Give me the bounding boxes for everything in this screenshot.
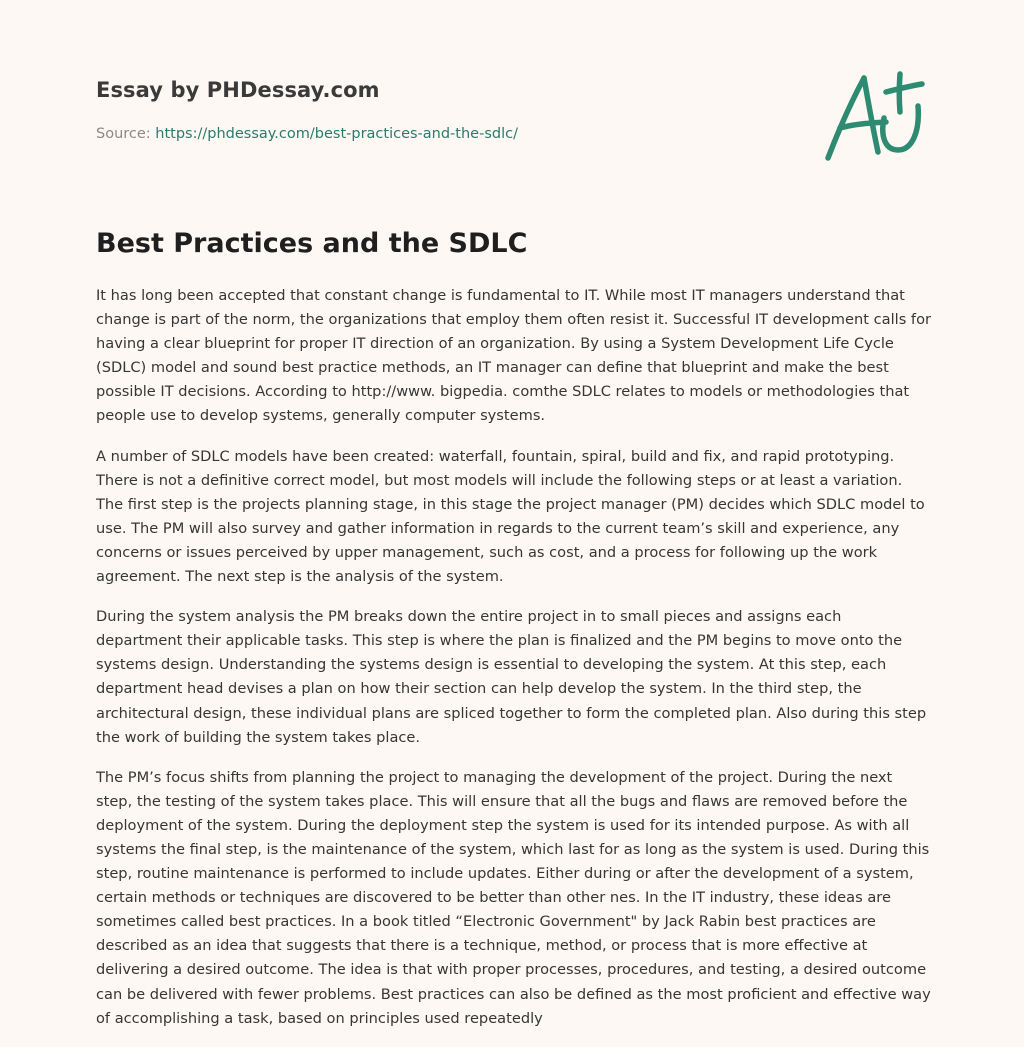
essay-title: Best Practices and the SDLC bbox=[96, 228, 528, 259]
essay-body bbox=[96, 284, 932, 1047]
site-title: Essay by PHDessay.com bbox=[96, 78, 380, 102]
essay-paragraph: It has long been accepted that constant change is fundamental to IT. While most IT managers understand that change is part of the norm, the organizations that employ them often resist it. Successful IT development calls for having a clear blueprint for proper IT direction of an organization. By using a System Development Life Cycle (SDLC) model and sound best practice methods, an IT manager can define that blueprint and make the best possible IT decisions. According to http://www. bigpedia. comthe SDLC relates to models or methodologies that people use to develop systems, generally computer systems. bbox=[96, 287, 932, 425]
essay-paragraph: The PM’s focus shifts from planning the project to managing the development of the project. During the next step, the testing of the system takes place. This will ensure that all the bugs and flaws are removed before the deployment of the system. During the deployment step the system is used for its intended purpose. As with all systems the final step, is the maintenance of the system, which last for as long as the system is used. During this step, routine maintenance is performed to include updates. Either during or after the development of a system, certain methods or techniques are discovered to be better than other nes. In the IT industry, these ideas are sometimes called best practices. In a book titled “Electronic Government" by Jack Rabin best practices are described as an idea that suggests that there is a technique, method, or process that is more effective at delivering a desired outcome. The idea is that with proper processes, procedures, and testing, a desired outcome can be delivered with fewer problems. Best practices can also be defined as the most proficient and effective way of accomplishing a task, based on principles used repeatedly bbox=[96, 768, 931, 1027]
source-line bbox=[96, 124, 796, 144]
essay-paragraph: During the system analysis the PM breaks down the entire project in to small pieces and assigns each department their applicable tasks. This step is where the plan is finalized and the PM begins to move onto the systems design. Understanding the systems design is essential to developing the system. At this step, each department head devises a plan on how their section can help develop the system. In the third step, the architectural design, these individual plans are spliced together to form the completed plan. Also during this step the work of building the system takes place. bbox=[96, 608, 927, 746]
source-label: Source: bbox=[96, 126, 151, 142]
page-header bbox=[96, 76, 796, 144]
essay-paragraph: A number of SDLC models have been created: waterfall, fountain, spiral, build and fix, and rapid prototyping. There is not a definitive correct model, but most models will include the following steps or at least a variation. The first step is the projects planning stage, in this stage the project manager (PM) decides which SDLC model to use. The PM will also survey and gather information in regards to the current team’s skill and experience, any concerns or issues perceived by upper management, such as cost, and a process for following up the work agreement. The next step is the analysis of the system. bbox=[96, 447, 925, 586]
a-plus-logo-icon bbox=[820, 66, 930, 166]
source-link[interactable]: https://phdessay.com/best-practices-and-the-sdlc/ bbox=[155, 126, 518, 142]
